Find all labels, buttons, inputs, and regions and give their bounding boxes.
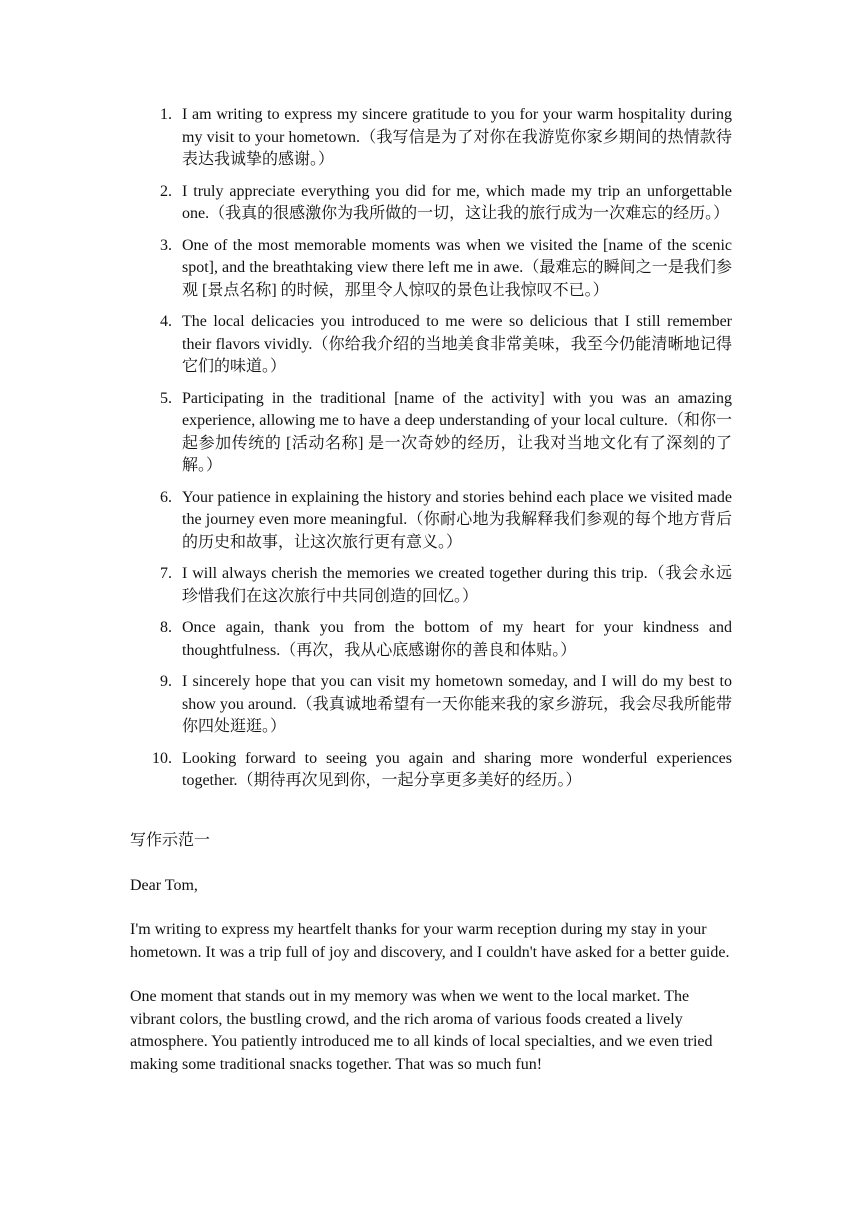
letter-greeting: Dear Tom, — [130, 876, 198, 894]
list-text: I sincerely hope that you can visit my hometown someday, and I will do my best to show you around.（我真诚地希望有一天你能来我的家乡游玩，我会尽我所能带你四处逛逛。） — [182, 673, 732, 735]
list-number: 9. — [160, 673, 172, 690]
list-text: One of the most memorable moments was when we visited the [name of the scenic spot], and the breathtaking view there left me in awe.（最难忘的瞬间之一是我们参观 [景点名称] 的时候，那里令人惊叹的景色让我惊叹不已。） — [182, 236, 732, 299]
list-number: 7. — [160, 565, 172, 582]
list-item — [130, 617, 732, 662]
sentence-list — [130, 104, 732, 802]
list-number: 6. — [160, 488, 172, 506]
list-number: 1. — [160, 106, 172, 123]
list-item — [130, 388, 732, 478]
list-text: Looking forward to seeing you again and sharing more wonderful experiences together.（期待再次见到你，一起分享更多美好的经历。） — [182, 749, 732, 789]
list-text: I truly appreciate everything you did for me, which made my trip an unforgettable one.（我真的很感激你为我所做的一切，这让我的旅行成为一次难忘的经历。） — [182, 182, 732, 222]
list-number: 10. — [152, 749, 172, 767]
list-number: 2. — [160, 182, 172, 200]
list-text: Participating in the traditional [name of the activity] with you was an amazing experience, allowing me to have a deep understanding of your local culture.（和你一起参加传统的 [活动名称] 是一次奇妙的经历，让我对当地文化有了深刻的了解。） — [182, 389, 732, 474]
list-item — [130, 563, 732, 608]
list-item — [130, 104, 732, 172]
letter-paragraph: I'm writing to express my heartfelt thanks for your warm reception during my stay in your hometown. It was a trip full of joy and discovery, and I couldn't have asked for a better guide. — [130, 921, 730, 961]
list-number: 5. — [160, 389, 172, 407]
list-item — [130, 487, 732, 555]
list-item — [130, 671, 732, 739]
list-text: The local delicacies you introduced to me were so delicious that I still remember their flavors vividly.（你给我介绍的当地美食非常美味，我至今仍能清晰地记得它们的味道。） — [182, 313, 732, 375]
list-item — [130, 311, 732, 379]
sample-letter — [130, 830, 732, 1098]
letter-paragraph: One moment that stands out in my memory was when we went to the local market. The vibrant colors, the bustling crowd, and the rich aroma of various foods created a lively atmosphere. You patiently introduced me to all kinds of local specialties, and we even tried making some traditional snacks together. That was so much fun! — [130, 988, 713, 1073]
list-text: I will always cherish the memories we created together during this trip.（我会永远珍惜我们在这次旅行中共同创造的回忆。） — [182, 565, 732, 605]
list-text: I am writing to express my sincere gratitude to you for your warm hospitality during my visit to your hometown.（我写信是为了对你在我游览你家乡期间的热情款待表达我诚挚的感谢。） — [182, 106, 732, 168]
list-item — [130, 235, 732, 303]
list-number: 8. — [160, 619, 172, 636]
list-number: 4. — [160, 313, 172, 330]
list-item — [130, 748, 732, 793]
section-heading: 写作示范一 — [130, 832, 211, 849]
list-text: Your patience in explaining the history and stories behind each place we visited made the journey even more meaningful.（你耐心地为我解释我们参观的每个地方背后的历史和故事，让这次旅行更有意义。） — [182, 488, 732, 551]
list-number: 3. — [160, 236, 172, 254]
list-item — [130, 181, 732, 226]
list-text: Once again, thank you from the bottom of my heart for your kindness and thoughtfulness.（再次，我从心底感谢你的善良和体贴。） — [182, 619, 732, 659]
